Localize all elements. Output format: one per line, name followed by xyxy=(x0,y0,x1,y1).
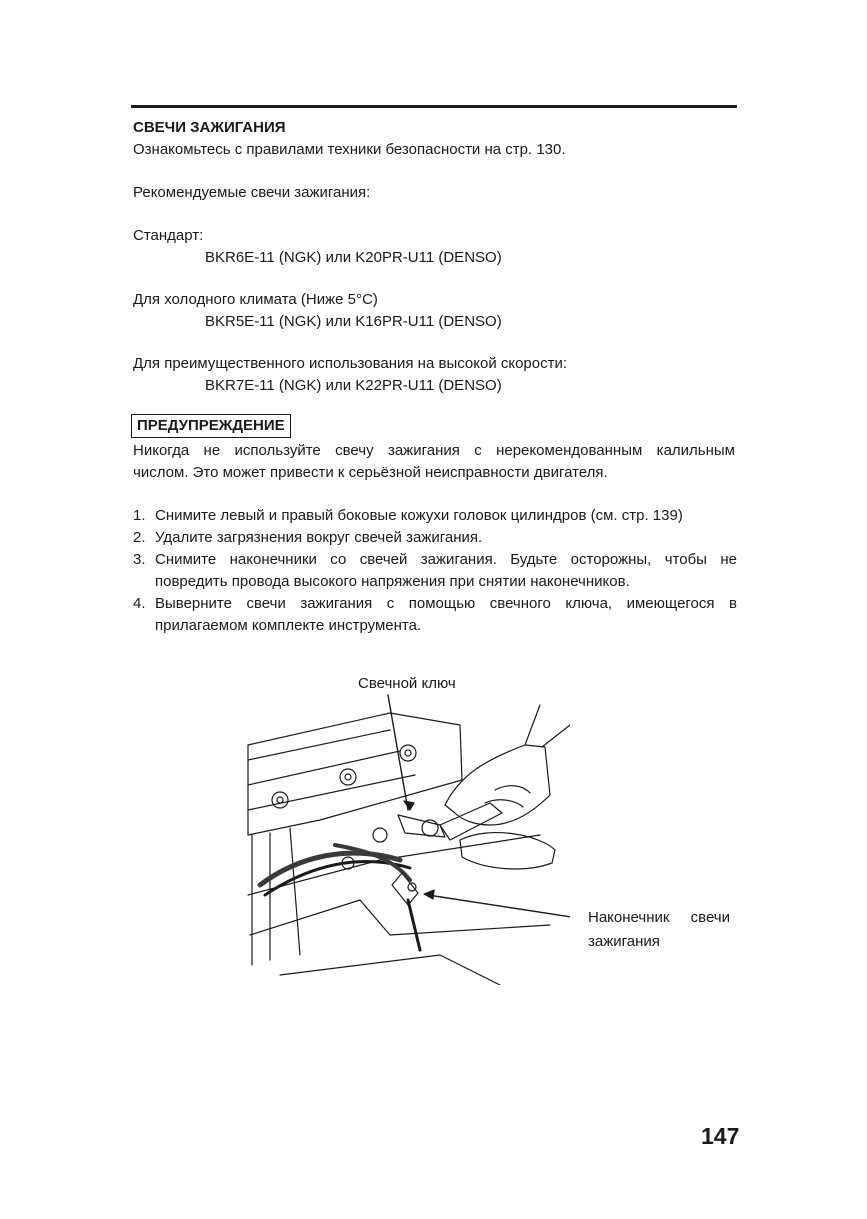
steps-list xyxy=(133,505,737,637)
step-text: прилагаемом комплекте инструмента. xyxy=(155,617,422,634)
section-title: СВЕЧИ ЗАЖИГАНИЯ xyxy=(133,119,286,136)
leader-line-cap xyxy=(428,895,570,918)
engine-lower-lines xyxy=(250,900,550,985)
step-text: Удалите загрязнения вокруг свечей зажигания. xyxy=(155,529,483,546)
bolt-hole-center xyxy=(345,774,351,780)
bolt-hole-center xyxy=(277,797,283,803)
arrow-head-cap xyxy=(424,890,434,899)
plug-condition-standard: Стандарт: xyxy=(133,227,204,244)
step-item xyxy=(133,549,737,593)
bolt-hole xyxy=(373,828,387,842)
figure-label-wrench: Свечной ключ xyxy=(358,675,456,692)
bolt-hole-center xyxy=(405,750,411,756)
page-number: 147 xyxy=(701,1123,740,1149)
spark-plug-cap xyxy=(392,873,418,905)
tool-handle xyxy=(460,833,555,869)
step-text: Снимите наконечники со свечей зажигания. Будьте осторожны, чтобы не xyxy=(155,551,737,568)
step-item xyxy=(133,527,737,549)
spark-plug-cap-wire xyxy=(408,900,420,950)
step-text: повредить провода высокого напряжения при снятии наконечников. xyxy=(155,573,630,590)
spark-plug-cap-end xyxy=(408,883,416,891)
bolt-hole xyxy=(272,792,288,808)
step-item xyxy=(133,593,737,637)
figure-label-cap-line-1: Наконечник свечи xyxy=(588,909,730,926)
plug-condition-highspeed: Для преимущественного использования на высокой скорости: xyxy=(133,355,568,372)
warning-text-line-2: числом. Это может привести к серьёзной неисправности двигателя. xyxy=(133,464,608,481)
step-text: Выверните свечи зажигания с помощью свечного ключа, имеющегося в xyxy=(155,595,737,612)
figure-label-cap-line-2: зажигания xyxy=(588,933,660,950)
cylinder-head-fins xyxy=(248,730,415,810)
plug-models-cold: BKR5E-11 (NGK) или K16PR-U11 (DENSO) xyxy=(205,313,502,330)
plug-models-highspeed: BKR7E-11 (NGK) или K22PR-U11 (DENSO) xyxy=(205,377,502,394)
arrow-head-wrench xyxy=(404,801,414,810)
warning-label: ПРЕДУПРЕЖДЕНИЕ xyxy=(131,414,291,438)
plug-models-standard: BKR6E-11 (NGK) или K20PR-U11 (DENSO) xyxy=(205,249,502,266)
figure-label-cap xyxy=(588,906,730,954)
step-text: Снимите левый и правый боковые кожухи головок цилиндров (см. стр. 139) xyxy=(155,507,683,524)
bolt-hole xyxy=(340,769,356,785)
step-number: 1. xyxy=(133,507,146,524)
step-number: 3. xyxy=(133,551,146,568)
bolt-hole xyxy=(400,745,416,761)
step-number: 4. xyxy=(133,595,146,612)
engine-block-lines xyxy=(248,828,540,965)
header-rule xyxy=(131,105,737,108)
spark-plug-removal-illustration xyxy=(240,685,570,985)
safety-note: Ознакомьтесь с правилами техники безопасности на стр. 130. xyxy=(133,141,566,158)
recommended-label: Рекомендуемые свечи зажигания: xyxy=(133,184,371,201)
step-item xyxy=(133,505,737,527)
plug-condition-cold: Для холодного климата (Ниже 5°С) xyxy=(133,291,378,308)
warning-text-line-1: Никогда не используйте свечу зажигания с нерекомендованным калильным xyxy=(133,442,735,459)
step-number: 2. xyxy=(133,529,146,546)
